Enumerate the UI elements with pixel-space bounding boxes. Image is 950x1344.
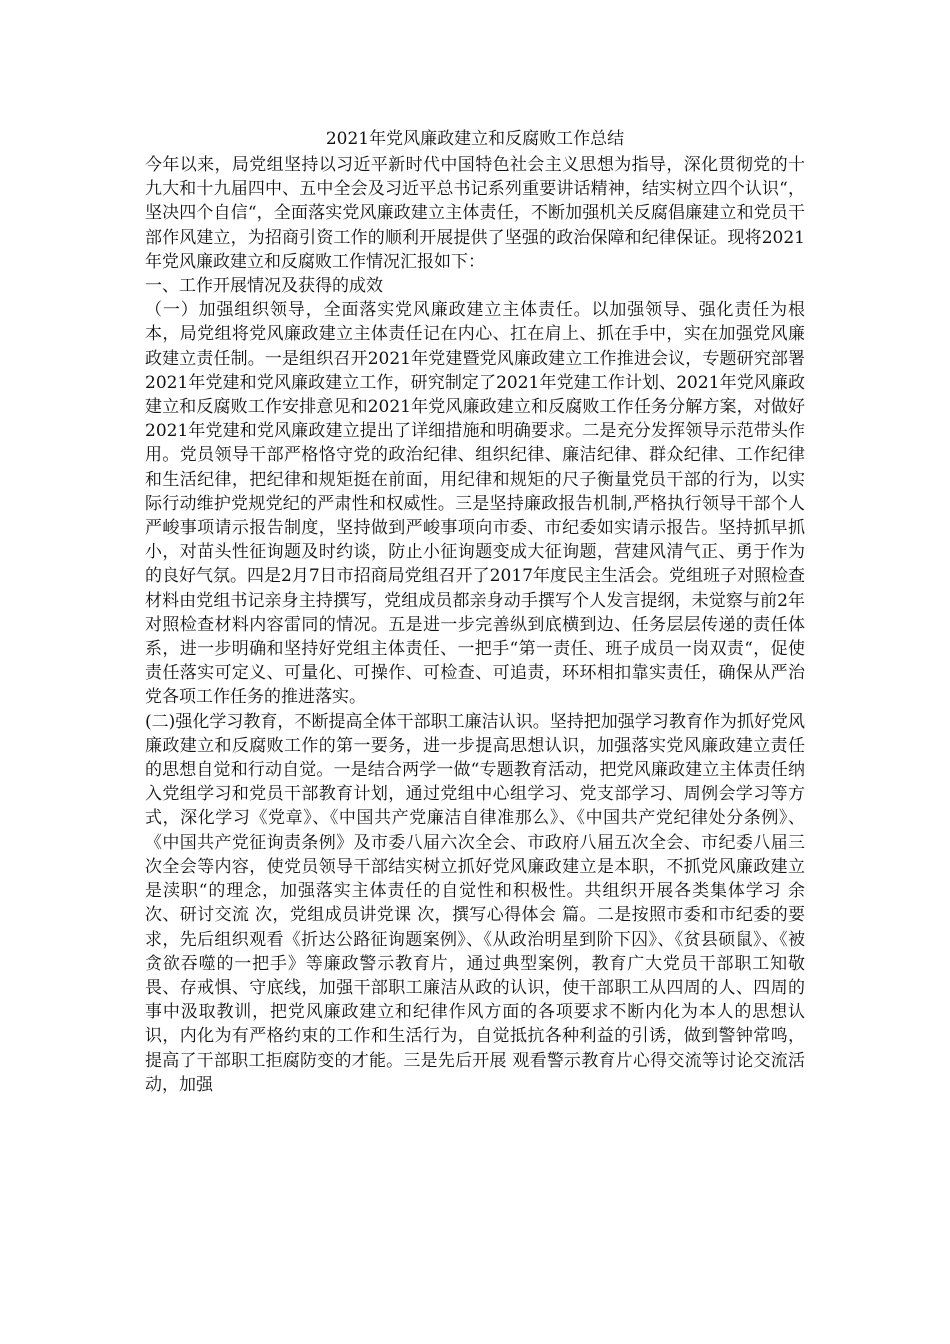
intro-paragraph: 今年以来，局党组坚持以习近平新时代中国特色社会主义思想为指导，深化贯彻党的十九大和十九届四中、五中全会及习近平总书记系列重要讲话精神，结实树立四个认识“，坚决四个自信“，全面落实党风廉政建立主体责任，不断加强机关反腐倡廉建立和党员干部作风建立，为招商引资工作的顺利开展提供了坚强的政治保障和纪律保证。现将2021年党风廉政建立和反腐败工作情况汇报如下： xyxy=(145,155,805,272)
section-heading: 一、工作开展情况及获得的成效 xyxy=(145,276,383,297)
document-body xyxy=(145,127,805,1097)
subsection-2-paragraph: (二)强化学习教育，不断提高全体干部职工廉洁认识。坚持把加强学习教育作为抓好党风廉政建立和反腐败工作的第一要务，进一步提高思想认识，加强落实党风廉政建立责任的思想自觉和行动自觉。一是结合两学一做“专题教育活动，把党风廉政建立主体责任纳入党组学习和党员干部教育计划，通过党组中心组学习、党支部学习、周例会学习等方式，深化学习《党章》、《中国共产党廉洁自律准那么》、《中国共产党纪律处分条例》、《中国共产党征询责条例》及市委八届六次全会、市政府八届五次全会、市纪委八届三次全会等内容，使党员领导干部结实树立抓好党风廉政建立是本职，不抓党风廉政建立是渎职“的理念，加强落实主体责任的自觉性和积极性。共组织开展各类集体学习 余次、研讨交流 次，党组成员讲党课 次，撰写心得体会 篇。二是按照市委和市纪委的要求，先后组织观看《折达公路征询题案例》、《从政治明星到阶下囚》、《贫县硕鼠》、《被贪欲吞噬的一把手》等廉政警示教育片，通过典型案例，教育广大党员干部职工知敬畏、存戒惧、守底线，加强干部职工廉洁从政的认识，使干部职工从四周的人、四周的事中汲取教训，把党风廉政建立和纪律作风方面的各项要求不断内化为本人的思想认识，内化为有严格约束的工作和生活行为，自觉抵抗各种利益的引诱，做到警钟常鸣，提高了干部职工拒腐防变的才能。三是先后开展 观看警示教育片心得交流等讨论交流活动，加强 xyxy=(145,711,805,1095)
document-title: 2021年党风廉政建立和反腐败工作总结 xyxy=(325,129,625,149)
subsection-1-paragraph: （一）加强组织领导，全面落实党风廉政建立主体责任。以加强领导、强化责任为根本，局党组将党风廉政建立主体责任记在内心、扛在肩上、抓在手中，实在加强党风廉政建立责任制。一是组织召开2021年党建暨党风廉政建立工作推进会议，专题研究部署2021年党建和党风廉政建立工作，研究制定了2021年党建工作计划、2021年党风廉政建立和反腐败工作安排意见和2021年党风廉政建立和反腐败工作任务分解方案，对做好2021年党建和党风廉政建立提出了详细措施和明确要求。二是充分发挥领导示范带头作用。党员领导干部严格恪守党的政治纪律、组织纪律、廉洁纪律、群众纪律、工作纪律和生活纪律，把纪律和规矩挺在前面，用纪律和规矩的尺子衡量党员干部的行为，以实际行动维护党规党纪的严肃性和权威性。三是坚持廉政报告机制,严格执行领导干部个人严峻事项请示报告制度，坚持做到严峻事项向市委、市纪委如实请示报告。坚持抓早抓小，对苗头性征询题及时约谈，防止小征询题变成大征询题，营建风清气正、勇于作为的良好气氛。四是2月7日市招商局党组召开了2017年度民主生活会。党组班子对照检查材料由党组书记亲身主持撰写，党组成员都亲身动手撰写个人发言提纲，未觉察与前2年对照检查材料内容雷同的情况。五是进一步完善纵到底横到边、任务层层传递的责任体系，进一步明确和坚持好党组主体责任、一把手“第一责任、班子成员一岗双责“，促使责任落实可定义、可量化、可操作、可检查、可追责，环环相扣靠实责任，确保从严治党各项工作任务的推进落实。 xyxy=(145,300,805,708)
